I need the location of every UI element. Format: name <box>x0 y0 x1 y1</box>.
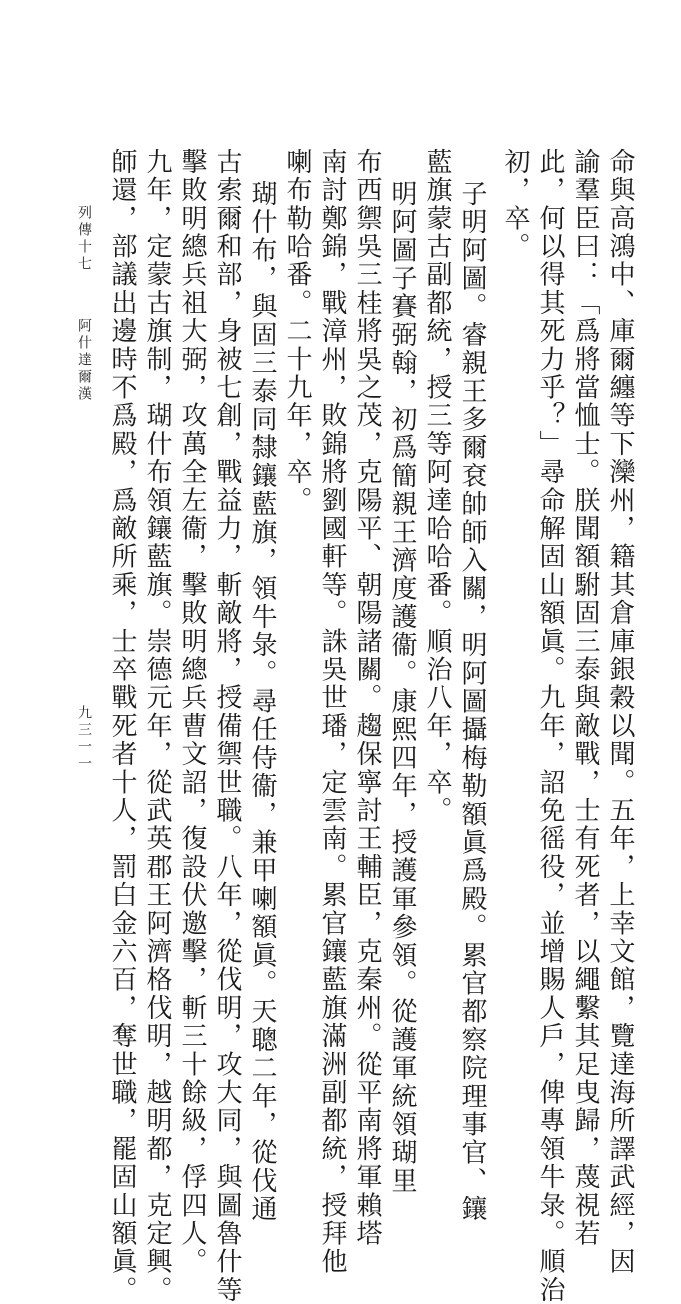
text-column: 布西禦吳三桂將吳之茂，克陽平、朝陽諸關。趨保寧討王輔臣，克秦州。從平南將軍賴塔 <box>352 148 382 1248</box>
text-column: 諭羣臣曰：「爲將當恤士。朕聞額駙固三泰與敵戰，士有死者，以繩繫其足曳歸，蔑視若 <box>570 148 600 1248</box>
chapter-title: 列傳十七 <box>76 205 92 273</box>
text-column: 南討鄭錦，戰漳州，敗錦將劉國軒等。誅吳世璠，定雲南。累官鑲藍旗滿洲副都統，授拜他 <box>317 148 347 1276</box>
text-column: 命與高鴻中、庫爾纏等下灤州，籍其倉庫銀穀以聞。五年，上幸文館，覽達海所譯武經，因 <box>605 148 635 1276</box>
person-names: 阿什達爾漢 <box>76 318 92 403</box>
text-column: 師還，部議出邊時不爲殿，爲敵所乘，士卒戰死者十人，罰白金六百，奪世職，罷固山額眞。 <box>107 148 137 1304</box>
text-column: 初，卒。 <box>500 148 530 261</box>
page-number: 九三一一 <box>76 705 92 773</box>
text-column: 瑚什布，與固三泰同隸鑲藍旗，領牛彔。尋任侍衞，兼甲喇額眞。天聰二年，從伐通 <box>247 180 277 1224</box>
text-column: 明阿圖子賽弼翰，初爲簡親王濟度護衞。康熙四年，授護軍參領。從護軍統領瑚里 <box>387 180 417 1196</box>
text-column: 藍旗蒙古副都統，授三等阿達哈哈番。順治八年，卒。 <box>422 148 452 825</box>
text-column: 子明阿圖。睿親王多爾袞帥師入關，明阿圖攝梅勒額眞爲殿。累官都察院理事官、鑲 <box>457 180 487 1224</box>
text-column: 古索爾和部，身被七創，戰益力，斬敵將，授備禦世職。八年，從伐明，攻大同，與圖魯什等 <box>212 148 242 1304</box>
text-column: 擊敗明總兵祖大弼，攻萬全左衞，擊敗明總兵曹文詔，復設伏邀擊，斬三十餘級，俘四人。 <box>177 148 207 1276</box>
text-column: 此，何以得其死力乎？」尋命解固山額眞。九年，詔免徭役，並增賜人戶，俾專領牛彔。順治 <box>535 148 565 1304</box>
text-column: 九年，定蒙古旗制，瑚什布領鑲藍旗。崇德元年，從武英郡王阿濟格伐明，越明都，克定興。 <box>142 148 172 1304</box>
text-column: 喇布勒哈番。二十九年，卒。 <box>282 148 312 515</box>
